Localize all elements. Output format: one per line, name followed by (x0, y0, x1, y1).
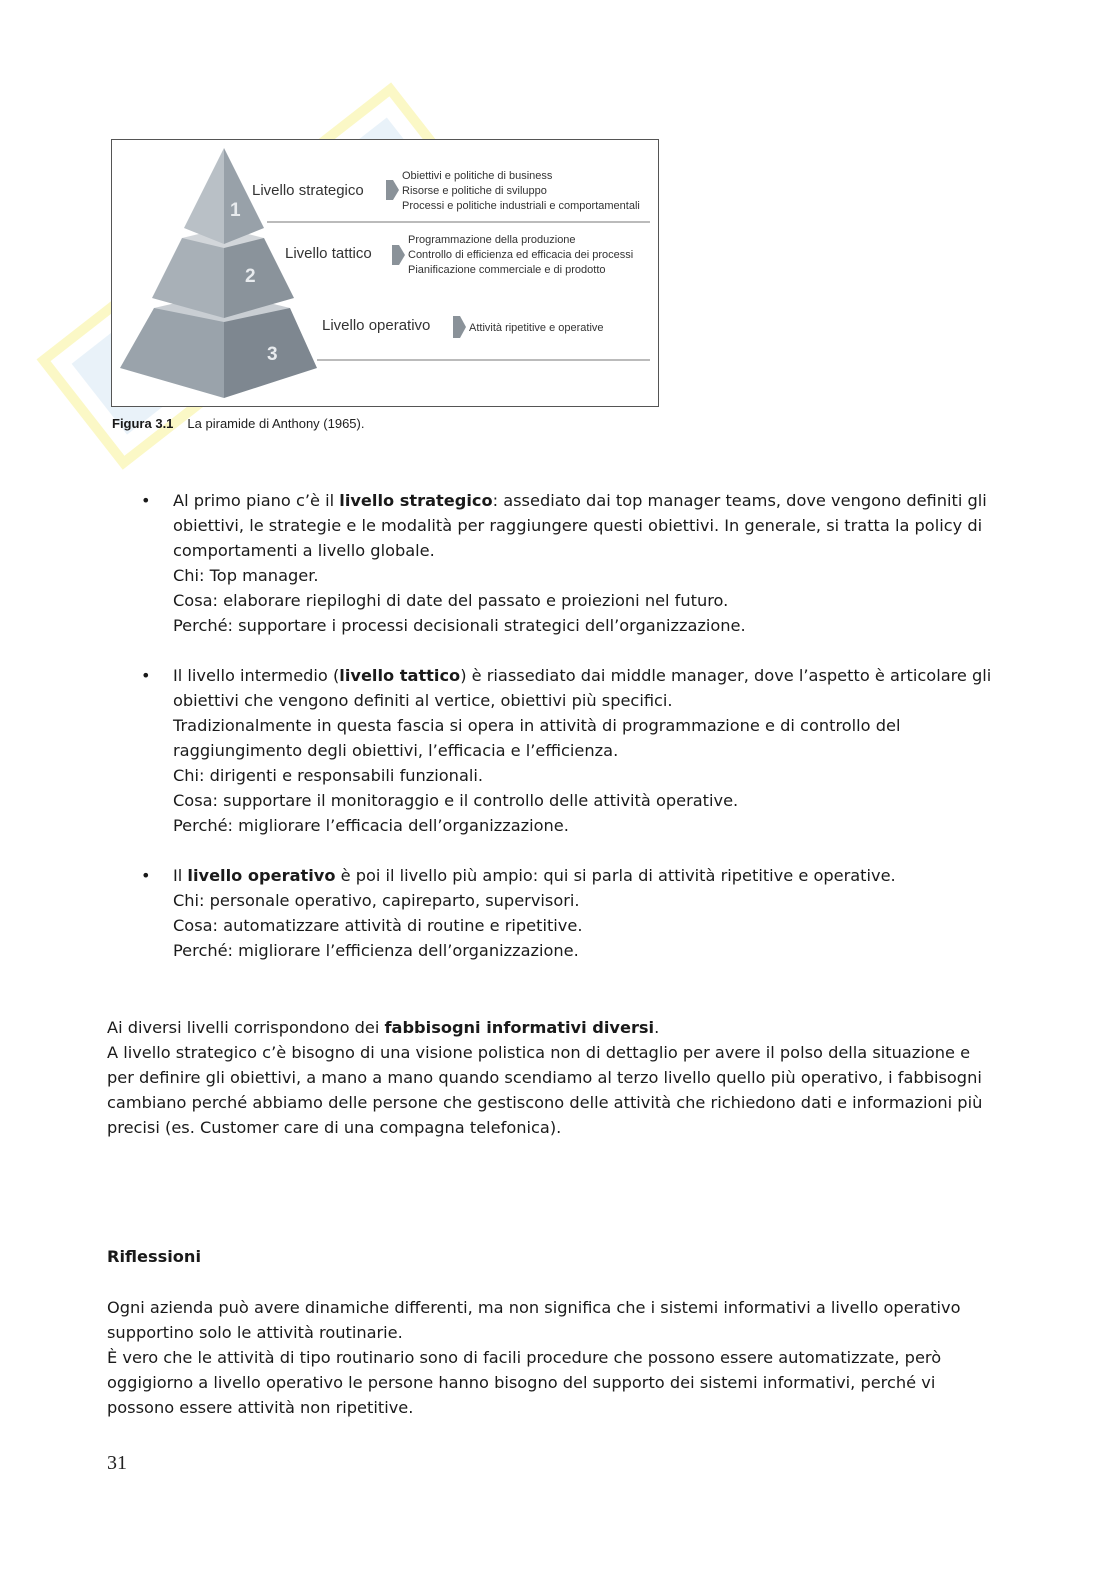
bullet-icon: • (141, 666, 151, 685)
level-2-number: 2 (245, 266, 256, 287)
list-item-line: Cosa: elaborare riepiloghi di date del passato e proiezioni nel futuro. (173, 591, 729, 610)
paragraph-line: supportino solo le attività routinarie. (107, 1323, 403, 1342)
text-run: ) è riassediato dai middle manager, dove l’aspetto è articolare gli (460, 666, 992, 685)
pyramid-level-2-right (224, 238, 294, 318)
anthony-pyramid-figure (111, 139, 659, 407)
level-2-title: Livello tattico (285, 245, 372, 262)
page-number: 31 (107, 1452, 127, 1474)
text-run: : assediato dai top manager teams, dove vengono definiti gli (492, 491, 987, 510)
bullet-icon: • (141, 491, 151, 510)
level-2-arrow (392, 245, 405, 265)
paragraph-line: possono essere attività non ripetitive. (107, 1398, 414, 1417)
levels-list (107, 488, 1007, 963)
list-item-tactical (107, 663, 1007, 838)
list-item-line: Cosa: supportare il monitoraggio e il controllo delle attività operative. (173, 791, 739, 810)
level-1-number: 1 (230, 200, 241, 221)
level-2-item: Controllo di efficienza ed efficacia dei processi (408, 249, 634, 261)
list-item-first-line (173, 663, 1007, 688)
level-1-arrow (386, 180, 399, 200)
level-1-item: Processi e politiche industriali e comportamentali (402, 200, 640, 212)
bold-term: fabbisogni informativi diversi (384, 1018, 655, 1037)
reflections-paragraph (107, 1295, 1007, 1420)
text-run: Il livello intermedio ( (173, 666, 340, 685)
level-2-item: Programmazione della produzione (408, 234, 576, 246)
list-item-line: Chi: dirigenti e responsabili funzionali. (173, 766, 484, 785)
level-2-item: Pianificazione commerciale e di prodotto (408, 264, 606, 276)
list-item-strategic (107, 488, 1007, 638)
level-3-title: Livello operativo (322, 317, 431, 334)
bullet-icon: • (141, 866, 151, 885)
level-3-item: Attività ripetitive e operative (469, 322, 604, 334)
text-run: Il (173, 866, 188, 885)
pyramid-level-1-left (184, 148, 224, 244)
paragraph-line: È vero che le attività di tipo routinario sono di facili procedure che possono essere automatizzate, però (107, 1348, 942, 1367)
level-1-item: Risorse e politiche di sviluppo (402, 185, 547, 197)
list-item-operational (107, 863, 1007, 963)
list-item-first-line (173, 863, 1007, 888)
list-item-line: Perché: migliorare l’efficienza dell’organizzazione. (173, 941, 579, 960)
text-run: . (654, 1018, 660, 1037)
level-3-arrow (453, 316, 466, 338)
text-run: Al primo piano c’è il (173, 491, 340, 510)
list-item-line: obiettivi, le strategie e le modalità per raggiungere questi obiettivi. In generale, si tratta la policy di (173, 516, 983, 535)
bold-term: livello operativo (187, 866, 336, 885)
levels-list-section (107, 488, 1007, 988)
figure-label: Figura 3.1 (112, 416, 174, 431)
figure-caption (112, 416, 364, 431)
list-item-line: obiettivi che vengono definiti al vertice, obiettivi più specifici. (173, 691, 673, 710)
list-item-line: Chi: Top manager. (173, 566, 319, 585)
text-run: è poi il livello più ampio: qui si parla di attività ripetitive e operative. (335, 866, 896, 885)
section-heading-reflections: Riflessioni (107, 1247, 202, 1266)
list-item-line: Tradizionalmente in questa fascia si opera in attività di programmazione e di controllo del (173, 716, 901, 735)
list-item-line: Chi: personale operativo, capireparto, supervisori. (173, 891, 580, 910)
information-needs-paragraph (107, 1015, 1007, 1140)
list-item-line: Perché: migliorare l’efficacia dell’organizzazione. (173, 816, 569, 835)
text-run: Ai diversi livelli corrispondono dei (107, 1018, 385, 1037)
bold-term: livello tattico (339, 666, 461, 685)
list-item-line: Perché: supportare i processi decisionali strategici dell’organizzazione. (173, 616, 746, 635)
list-item-first-line (173, 488, 1007, 513)
paragraph-first-line (107, 1015, 1007, 1040)
paragraph-line: A livello strategico c’è bisogno di una visione polistica non di dettaglio per avere il polso della situazione e (107, 1043, 971, 1062)
paragraph-line: Ogni azienda può avere dinamiche differenti, ma non significa che i sistemi informativi a livello operativo (107, 1298, 961, 1317)
level-1-item: Obiettivi e politiche di business (402, 170, 553, 182)
paragraph-line: per definire gli obiettivi, a mano a mano quando scendiamo al terzo livello quello più operativo, i fabbisogni (107, 1068, 982, 1087)
level-1-title: Livello strategico (252, 182, 364, 199)
list-item-line: comportamenti a livello globale. (173, 541, 435, 560)
bold-term: livello strategico (339, 491, 493, 510)
figure-caption-text: La piramide di Anthony (1965). (187, 416, 365, 431)
pyramid-diagram (112, 140, 658, 406)
paragraph-line: cambiano perché abbiamo delle persone che gestiscono delle attività che richiedono dati e informazioni più (107, 1093, 983, 1112)
paragraph-line: precisi (es. Customer care di una compagna telefonica). (107, 1118, 562, 1137)
list-item-line: Cosa: automatizzare attività di routine e ripetitive. (173, 916, 583, 935)
list-item-line: raggiungimento degli obiettivi, l’efficacia e l’efficienza. (173, 741, 619, 760)
level-3-number: 3 (267, 344, 278, 365)
pyramid-level-3-left (120, 308, 224, 398)
paragraph-line: oggigiorno a livello operativo le persone hanno bisogno del supporto dei sistemi informativi, perché vi (107, 1373, 936, 1392)
